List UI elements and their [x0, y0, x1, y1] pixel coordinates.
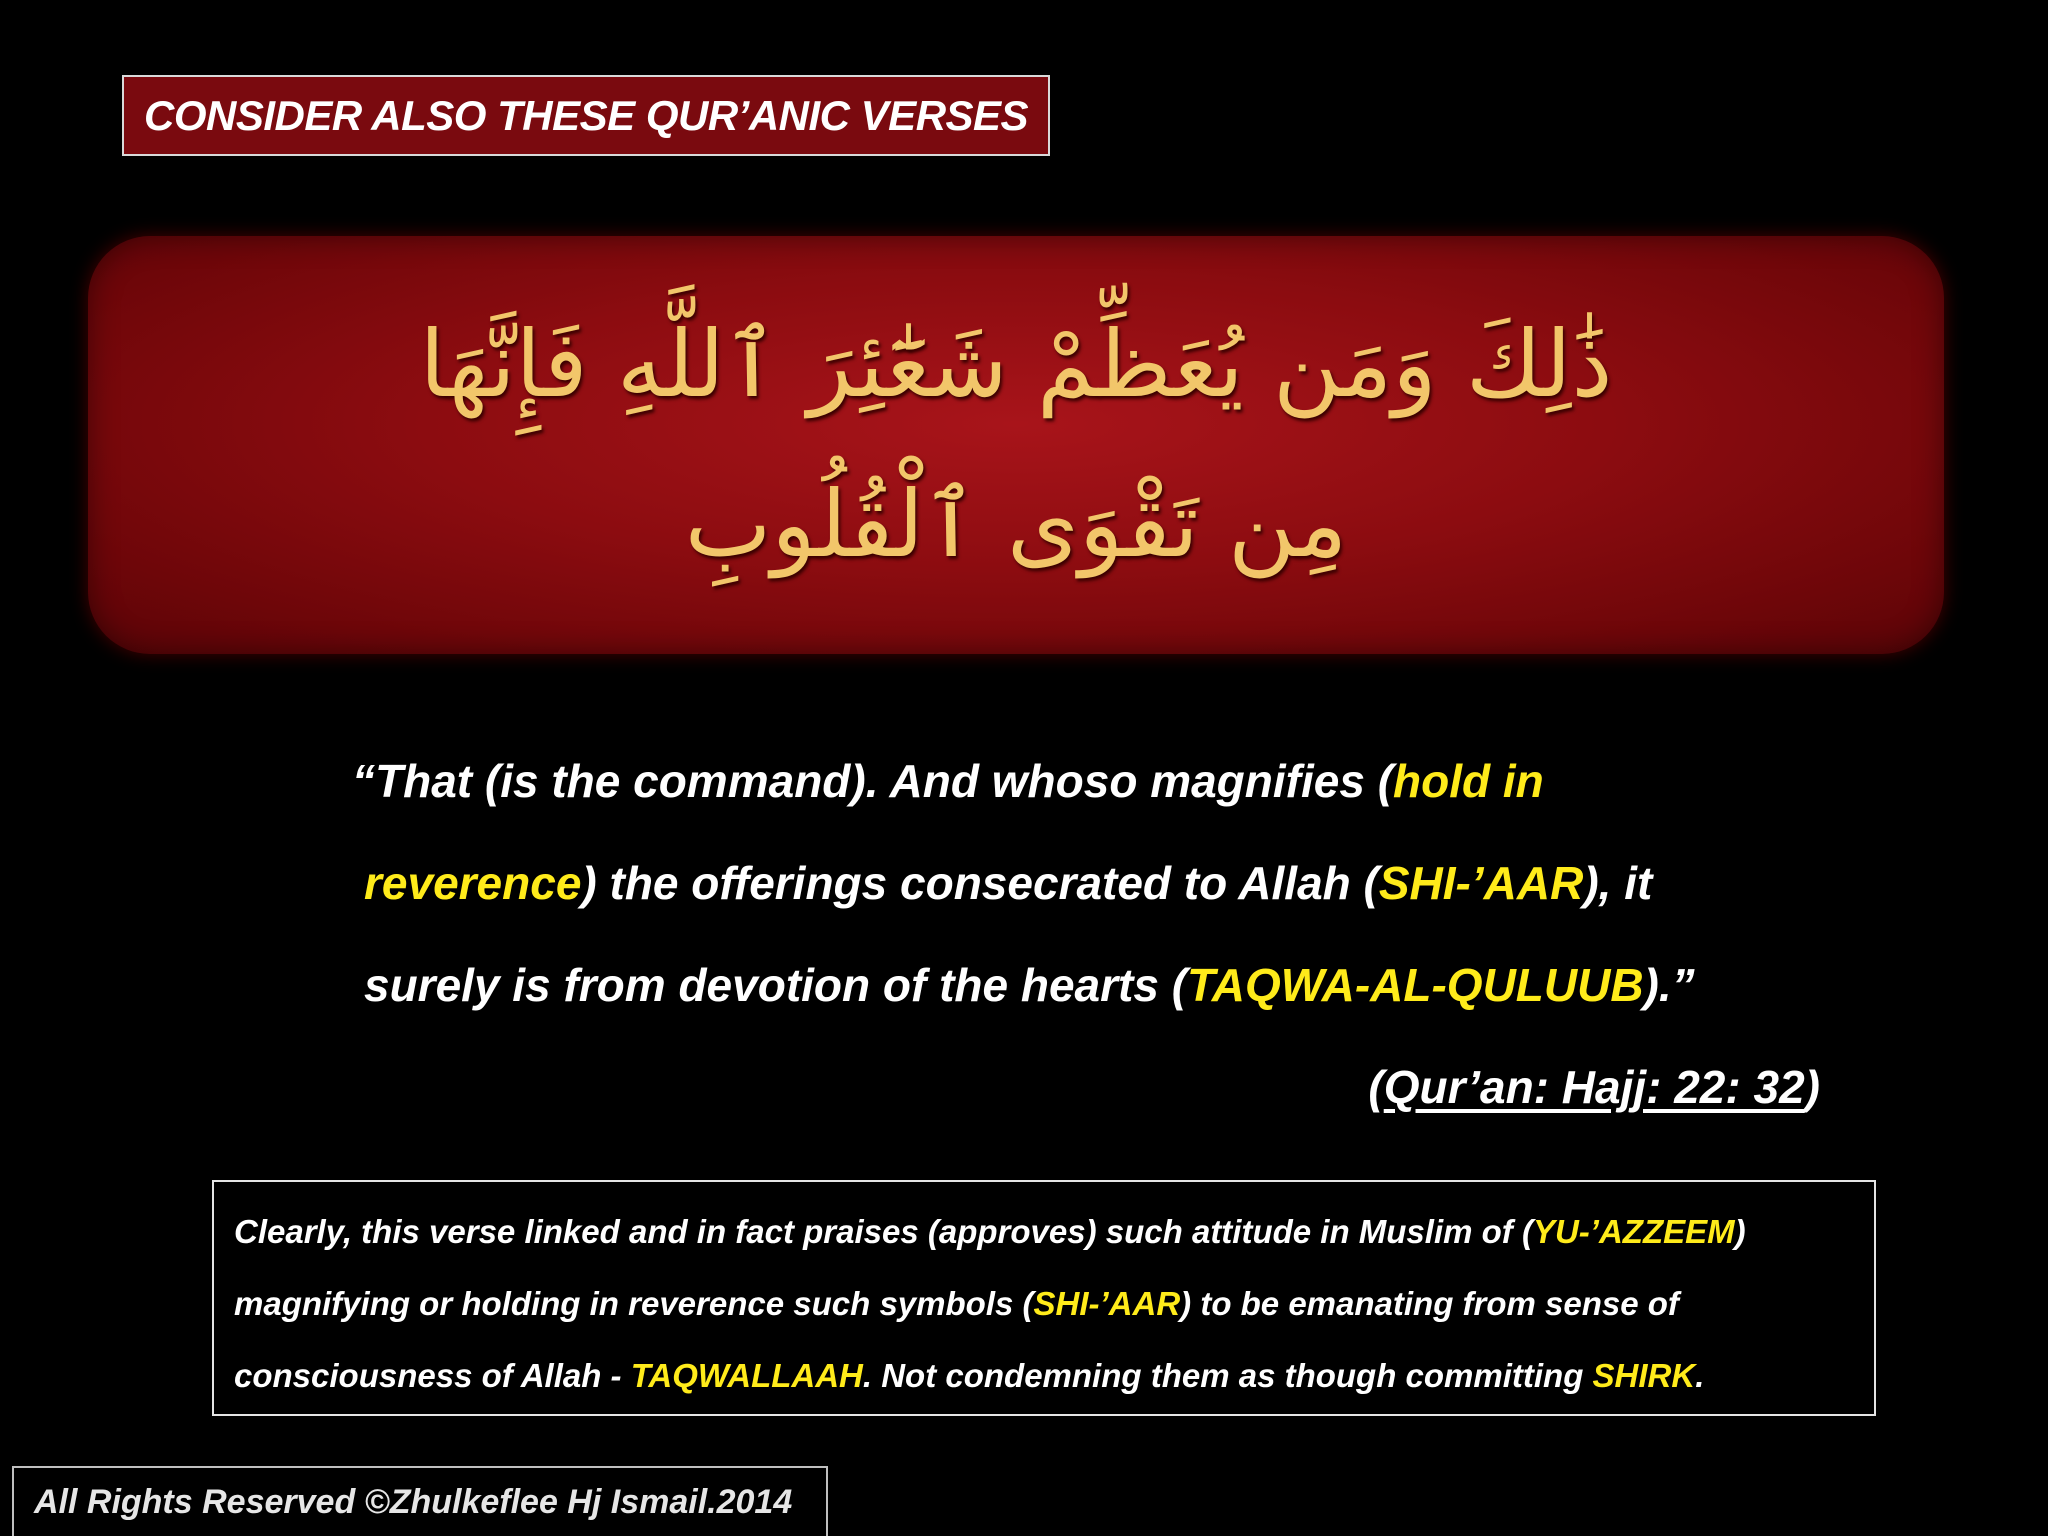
translation-text: ) the offerings consecrated to Allah ( [581, 857, 1379, 909]
translation-text: “That (is the command). And whoso magnifies ( [352, 755, 1394, 807]
translation-line-1 [352, 730, 1852, 832]
commentary-text: ) to be emanating from sense of [1180, 1285, 1679, 1322]
commentary-box [212, 1180, 1876, 1416]
translation-line-3 [352, 934, 1852, 1036]
commentary-text: Clearly, this verse linked and in fact praises (approves) such attitude in Muslim of ( [234, 1213, 1533, 1250]
commentary-text: . Not condemning them as though committing [862, 1357, 1593, 1394]
translation-highlight: SHI-’AAR [1378, 857, 1584, 909]
translation-text: ).” [1643, 959, 1695, 1011]
copyright-notice [12, 1466, 828, 1536]
commentary-highlight: YU-’AZZEEM [1532, 1213, 1735, 1250]
commentary-line-3 [234, 1340, 1856, 1412]
copyright-text: All Rights Reserved ©Zhulkeflee Hj Ismail.2014 [34, 1482, 793, 1521]
citation-open-paren: ( [1368, 1061, 1384, 1113]
translation-highlight: hold in [1393, 755, 1544, 807]
translation-text: surely is from devotion of the hearts ( [364, 959, 1188, 1011]
translation-line-2 [352, 832, 1852, 934]
commentary-text: consciousness of Allah - [234, 1357, 631, 1394]
arabic-verse-line-1: ذَٰلِكَ وَمَن يُعَظِّمْ شَعَٰٓئِرَ ٱللَّهِ فَإِنَّهَا [419, 311, 1613, 418]
commentary-highlight: SHI-’AAR [1033, 1285, 1181, 1322]
verse-translation [352, 730, 1852, 1036]
commentary-line-1 [234, 1196, 1856, 1268]
commentary-highlight: SHIRK [1592, 1357, 1696, 1394]
commentary-highlight: TAQWALLAAH [630, 1357, 863, 1394]
commentary-text: ) [1734, 1213, 1746, 1250]
translation-highlight: TAQWA-AL-QULUUB [1187, 959, 1644, 1011]
commentary-line-2 [234, 1268, 1856, 1340]
arabic-verse-panel [88, 236, 1944, 654]
slide-title-box [122, 75, 1050, 156]
commentary-text: magnifying or holding in reverence such symbols ( [234, 1285, 1034, 1322]
citation-close-paren: ) [1804, 1061, 1820, 1113]
translation-text: ), it [1583, 857, 1653, 909]
commentary-text: . [1695, 1357, 1705, 1394]
slide-title: CONSIDER ALSO THESE QUR’ANIC VERSES [144, 91, 1029, 139]
citation-reference: Qur’an: Hajj: 22: 32 [1383, 1061, 1805, 1113]
verse-citation [1368, 1060, 1820, 1114]
translation-highlight: reverence [364, 857, 582, 909]
arabic-verse-line-2: مِن تَقْوَى ٱلْقُلُوبِ [684, 471, 1348, 578]
